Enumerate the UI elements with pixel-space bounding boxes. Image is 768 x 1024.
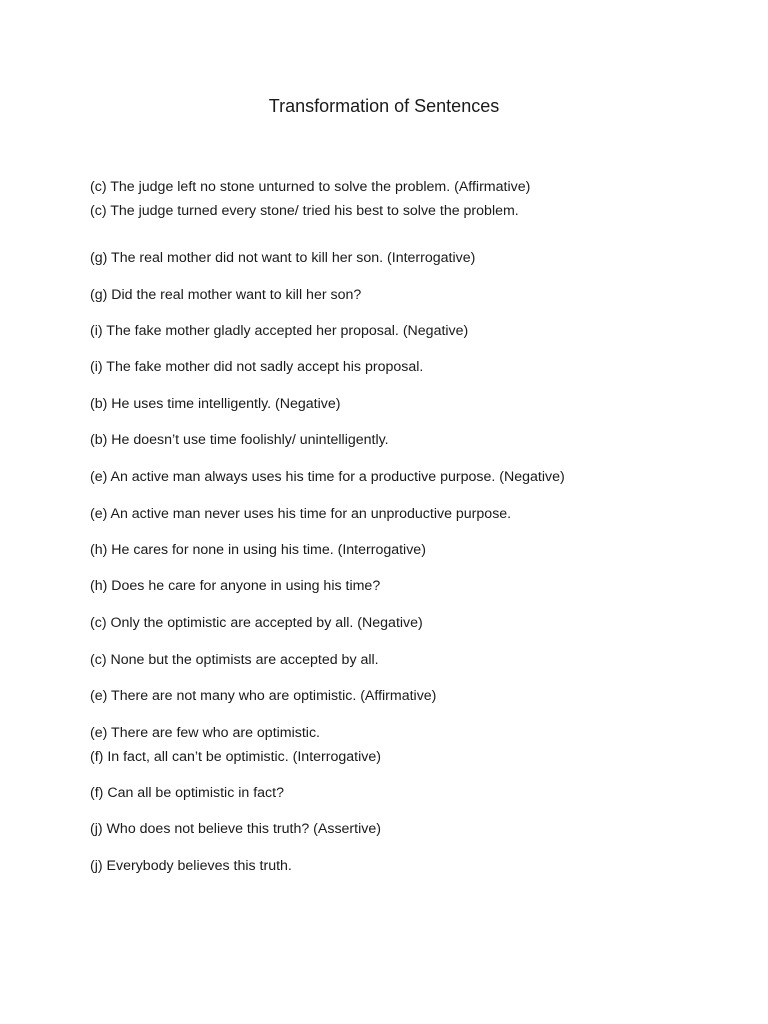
sentence-line: (c) The judge turned every stone/ tried his best to solve the problem. (90, 203, 519, 219)
sentence-line: (f) In fact, all can’t be optimistic. (Interrogative) (90, 749, 381, 765)
sentence-line: (c) Only the optimistic are accepted by all. (Negative) (90, 615, 423, 631)
sentence-line: (f) Can all be optimistic in fact? (90, 785, 284, 801)
sentence-line: (e) An active man never uses his time for an unproductive purpose. (90, 506, 512, 522)
sentence-line: (c) None but the optimists are accepted by all. (90, 652, 379, 668)
sentence-line: (e) An active man always uses his time for a productive purpose. (Negative) (90, 469, 565, 485)
sentence-line: (i) The fake mother did not sadly accept his proposal. (90, 359, 424, 375)
sentence-line: (h) Does he care for anyone in using his time? (90, 578, 381, 594)
sentence-line: (b) He doesn’t use time foolishly/ unintelligently. (90, 432, 389, 448)
sentence-line: (b) He uses time intelligently. (Negative) (90, 396, 341, 412)
sentence-line: (e) There are few who are optimistic. (90, 725, 320, 741)
sentence-line: (g) Did the real mother want to kill her son? (90, 287, 362, 303)
sentence-line: (g) The real mother did not want to kill her son. (Interrogative) (90, 250, 476, 266)
sentence-line: (j) Who does not believe this truth? (Assertive) (90, 821, 381, 837)
sentence-line: (h) He cares for none in using his time. (Interrogative) (90, 542, 426, 558)
sentence-line: (i) The fake mother gladly accepted her proposal. (Negative) (90, 323, 469, 339)
page-title: Transformation of Sentences (268, 96, 500, 116)
sentence-line: (e) There are not many who are optimistic. (Affirmative) (90, 688, 437, 704)
sentence-line: (j) Everybody believes this truth. (90, 858, 292, 874)
sentence-line: (c) The judge left no stone unturned to solve the problem. (Affirmative) (90, 179, 531, 195)
